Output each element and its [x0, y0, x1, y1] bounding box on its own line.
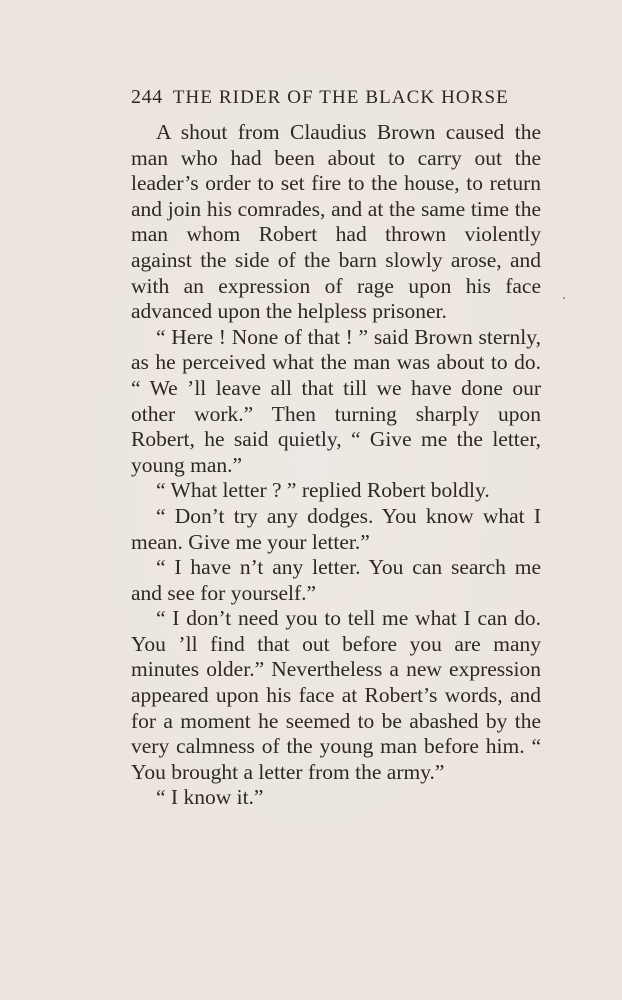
paragraph: “ What letter ? ” replied Robert boldly. [156, 478, 490, 503]
paper-speck [563, 297, 565, 299]
running-title: THE RIDER OF THE BLACK HORSE [172, 87, 509, 108]
page-header [131, 86, 541, 114]
paragraph: “ I don’t need you to tell me what I can do. You ’ll find that out before you are many minutes older.” Nevertheless a new expression appeared upon his face at Robert’s words, and for a moment he seemed to be abashed by the very calmness of the young man before him. “ You brought a letter from the army.” [131, 606, 541, 784]
paragraph: “ Here ! None of that ! ” said Brown sternly, as he perceived what the man was about to do. “ We ’ll leave all that till we have done our other work.” Then turning sharply upon Robert, he said quietly, “ Give me the letter, young man.” [131, 324, 541, 477]
paragraph: “ I have n’t any letter. You can search me and see for yourself.” [131, 555, 541, 605]
body-text [131, 120, 541, 811]
page-number: 244 [131, 86, 163, 108]
paragraph: A shout from Claudius Brown caused the man who had been about to carry out the leader’s order to set fire to the house, to return and join his comrades, and at the same time the man whom Robert had thrown violently against the side of the barn slowly arose, and with an expression of rage upon his face advanced upon the helpless prisoner. [131, 120, 541, 324]
paragraph: “ Don’t try any dodges. You know what I mean. Give me your letter.” [131, 503, 541, 554]
paragraph: “ I know it.” [156, 785, 264, 810]
